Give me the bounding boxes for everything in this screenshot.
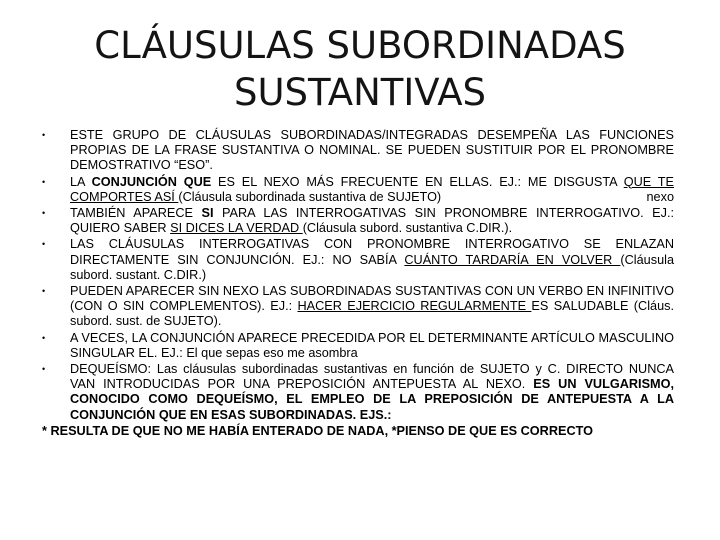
example-underlined: QUE TE COMPORTES ASÍ (70, 174, 674, 204)
bullet-icon: • (42, 332, 46, 343)
example-underlined: CUÁNTO TARDARÍA EN VOLVER (404, 252, 621, 267)
slide-title (0, 22, 720, 116)
bullet-icon: • (42, 239, 46, 250)
list-item (42, 331, 674, 361)
item-note: ES SALUDABLE (Cláus. subord. sust. de SUJETO). (70, 299, 674, 329)
item-bold-text: ES UN VULGARISMO, CONOCIDO COMO DEQUEÍSMO, EL EMPLEO DE LA PREPOSICIÓN DE ANTEPUESTA A LA CONJUNCIÓN QUE EN ESAS SUBORDINADAS. EJS.: (70, 377, 674, 422)
item-text: LAS CLÁUSULAS INTERROGATIVAS CON PRONOMBRE INTERROGATIVO SE ENLAZAN DIRECTAMENTE SIN CONJUNCIÓN. EJ.: NO SABÍA (70, 237, 674, 267)
bullet-icon: • (42, 364, 46, 375)
item-note: (Cláusula subord. sustantiva C.DIR.). (302, 221, 513, 236)
list-item (42, 128, 674, 174)
list-item (42, 284, 674, 330)
item-text: PUEDEN APARECER SIN NEXO LAS SUBORDINADAS SUSTANTIVAS CON UN VERBO EN INFINITIVO (CON O SIN COMPLEMENTOS). EJ.: (70, 284, 674, 314)
bullet-icon: • (42, 286, 46, 297)
title-line-1: CLÁUSULAS SUBORDINADAS (94, 24, 626, 67)
item-text: A VECES, LA CONJUNCIÓN APARECE PRECEDIDA POR EL DETERMINANTE ARTÍCULO MASCULINO SINGULAR EL. EJ.: El que sepas eso me asombra (70, 330, 674, 360)
item-text: DEQUEÍSMO: Las cláusulas subordinadas sustantivas en función de SUJETO y C. DIRECTO NUNCA VAN INTRODUCIDAS POR UNA PREPOSICIÓN ANTEPUESTA AL NEXO. (70, 362, 674, 392)
bullet-icon: • (42, 176, 46, 187)
item-text: ESTE GRUPO DE CLÁUSULAS SUBORDINADAS/INTEGRADAS DESEMPEÑA LAS FUNCIONES PROPIAS DE LA FRASE SUSTANTIVA O NOMINAL. SE PUEDEN SUSTITUIR POR EL PRONOMBRE DEMOSTRATIVO “ESO”. (70, 128, 674, 173)
item-text: PARA LAS INTERROGATIVAS SIN PRONOMBRE INTERROGATIVO. EJ.: QUIERO SABER (70, 206, 674, 236)
item-note: nexo (646, 189, 674, 204)
list-item (42, 206, 674, 236)
bullet-icon: • (42, 130, 46, 140)
item-bold-text: SI (201, 206, 214, 221)
title-line-2: SUSTANTIVAS (233, 71, 487, 114)
list-item (42, 362, 674, 423)
bullet-list (42, 128, 674, 439)
item-note: (Cláusula subord. sustant. C.DIR.) (70, 252, 675, 282)
item-text: ES EL NEXO MÁS FRECUENTE EN ELLAS. EJ.: ME DISGUSTA (211, 174, 624, 189)
list-item (42, 237, 674, 283)
example-underlined: SI DICES LA VERDAD (170, 221, 303, 236)
item-text: LA (70, 174, 92, 189)
example-underlined: HACER EJERCICIO REGULARMENTE (297, 299, 532, 314)
item-note: (Cláusula subordinada sustantiva de SUJETO) (178, 189, 442, 204)
item-text: TAMBIÉN APARECE (70, 206, 202, 221)
examples-footer: * RESULTA DE QUE NO ME HABÍA ENTERADO DE NADA, *PIENSO DE QUE ES CORRECTO (42, 423, 594, 438)
item-bold-text: CONJUNCIÓN QUE (91, 174, 212, 189)
list-item (42, 175, 674, 205)
bullet-icon: • (42, 208, 46, 219)
